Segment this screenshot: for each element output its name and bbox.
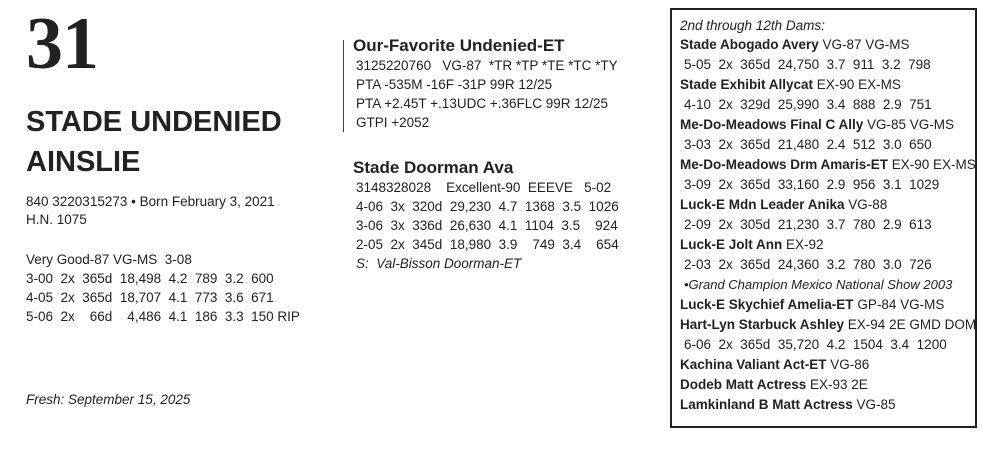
- dam-entry-record: 2-03 2x 365d 24,360 3.2 780 3.0 726: [684, 257, 932, 272]
- dam-entry-class: EX-93 2E: [806, 377, 868, 392]
- dam-entry-class: EX-92: [782, 237, 824, 252]
- dam-entry: [680, 35, 975, 75]
- sire-detail-line: PTA +2.45T +.13UDC +.36FLC 99R 12/25: [356, 96, 609, 111]
- animal-hn-line: H.N. 1075: [26, 212, 87, 227]
- dam-entry-class: GP-84 VG-MS: [853, 297, 945, 312]
- dam-block: [353, 158, 619, 273]
- dam-entry-name: Me-Do-Meadows Final C Ally: [680, 117, 864, 132]
- sire-detail-line: GTPI +2052: [356, 115, 430, 130]
- dam-entry-name: Luck-E Jolt Ann: [680, 237, 783, 252]
- sire-name: Our-Favorite Undenied-ET: [353, 36, 565, 55]
- pedigree-bracket: [343, 40, 344, 132]
- dam-entry: [680, 355, 975, 375]
- dam-entry-name: Stade Exhibit Allycat: [680, 77, 814, 92]
- dam-detail-line: 2-05 2x 345d 18,980 3.9 749 3.4 654: [356, 237, 619, 252]
- dam-entry-name: Kachina Valiant Act-ET: [680, 357, 827, 372]
- dam-entry-name: Me-Do-Meadows Drm Amaris-ET: [680, 157, 889, 172]
- dam-entry-record: 4-10 2x 329d 25,990 3.4 888 2.9 751: [684, 97, 932, 112]
- dam-detail-line: 3148328028 Excellent-90 EEEVE 5-02: [356, 180, 612, 195]
- dam-entry-record: 3-09 2x 365d 33,160 2.9 956 3.1 1029: [684, 177, 940, 192]
- sire-detail-line: PTA -535M -16F -31P 99R 12/25: [356, 77, 553, 92]
- dam-entry: [680, 75, 975, 115]
- dam-entry-record: 2-09 2x 305d 21,230 3.7 780 2.9 613: [684, 217, 932, 232]
- dam-entry: [680, 235, 975, 295]
- sire-detail-line: 3125220760 VG-87 *TR *TP *TE *TC *TY: [356, 58, 618, 73]
- dam-entry-class: VG-86: [826, 357, 870, 372]
- animal-name: [26, 102, 282, 182]
- animal-record-row: 4-05 2x 365d 18,707 4.1 773 3.6 671: [26, 290, 274, 305]
- dam-entry-record: 6-06 2x 365d 35,720 4.2 1504 3.4 1200: [684, 337, 947, 352]
- dam-entry-name: Luck-E Skychief Amelia-ET: [680, 297, 854, 312]
- dam-entry-class: VG-85 VG-MS: [863, 117, 955, 132]
- dam-entry-class: EX-94 2E GMD DOM: [844, 317, 977, 332]
- dam-entry-name: Stade Abogado Avery: [680, 37, 819, 52]
- dam-entry-class: VG-88: [844, 197, 888, 212]
- animal-records: [26, 250, 300, 326]
- animal-name-line-1: STADE UNDENIED: [26, 106, 282, 138]
- dam-entry-name: Lamkinland B Matt Actress: [680, 397, 853, 412]
- dam-entry: [680, 315, 975, 355]
- dam-entry-class: EX-90 EX-MS: [888, 157, 976, 172]
- dam-entry-name: Dodeb Matt Actress: [680, 377, 807, 392]
- sire-block: [353, 36, 618, 132]
- lot-number: 31: [26, 3, 98, 85]
- dam-entry-name: Hart-Lyn Starbuck Ashley: [680, 317, 845, 332]
- dam-entry: [680, 155, 975, 195]
- dam-entry-record: 5-05 2x 365d 24,750 3.7 911 3.2 798: [684, 57, 931, 72]
- dam-entry-class: EX-90 EX-MS: [813, 77, 901, 92]
- animal-id-line: 840 3220315273 • Born February 3, 2021: [26, 194, 275, 209]
- sire-details: [353, 56, 618, 132]
- dam-entry-record: 3-03 2x 365d 21,480 2.4 512 3.0 650: [684, 137, 932, 152]
- animal-record-row: 5-06 2x 66d 4,486 4.1 186 3.3 150 RIP: [26, 309, 300, 324]
- dam-entry-note: •Grand Champion Mexico National Show 2003: [684, 277, 953, 292]
- dam-detail-line: 3-06 3x 336d 26,630 4.1 1104 3.5 924: [356, 218, 618, 233]
- dam-entry: [680, 375, 975, 395]
- dam-entry: [680, 115, 975, 155]
- dam-entry-class: VG-85: [852, 397, 896, 412]
- dam-entry: [680, 195, 975, 235]
- dam-entry: [680, 295, 975, 315]
- dam-entry-name: Luck-E Mdn Leader Anika: [680, 197, 845, 212]
- animal-classification: Very Good-87 VG-MS 3-08: [26, 252, 192, 267]
- dams-box: [670, 8, 977, 428]
- animal-name-line-2: AINSLIE: [26, 146, 141, 178]
- dam-name: Stade Doorman Ava: [353, 158, 514, 177]
- dam-details: [353, 178, 619, 273]
- dam-sire-line: S: Val-Bisson Doorman-ET: [356, 256, 522, 271]
- dam-entry-class: VG-87 VG-MS: [818, 37, 910, 52]
- dam-entry: [680, 395, 975, 415]
- dam-detail-line: 4-06 3x 320d 29,230 4.7 1368 3.5 1026: [356, 199, 619, 214]
- fresh-date: Fresh: September 15, 2025: [26, 392, 191, 407]
- dams-box-title: 2nd through 12th Dams:: [680, 18, 825, 33]
- animal-record-row: 3-00 2x 365d 18,498 4.2 789 3.2 600: [26, 271, 274, 286]
